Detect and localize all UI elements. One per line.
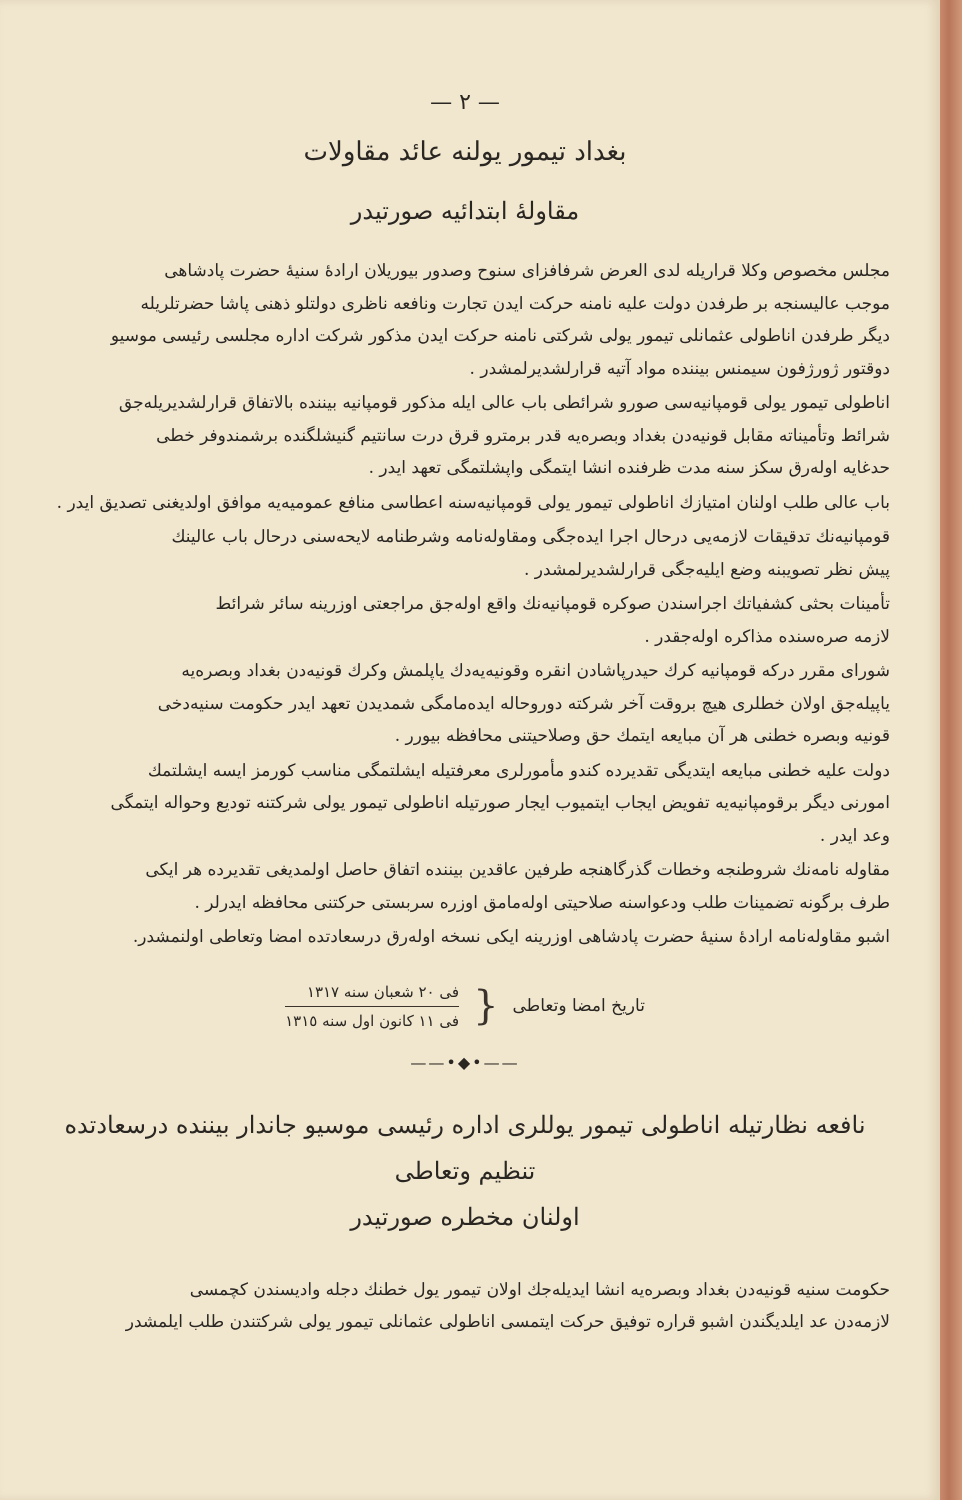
paragraph: [40, 755, 890, 853]
date-line-rumi: فی ١١ کانون اول سنه ١٣١٥: [285, 1011, 460, 1030]
document-content: [40, 90, 890, 1341]
text-line: دوقتور ژورژفون سیمنس بیننده مواد آتیه قرارلشدیرلمشدر .: [469, 358, 890, 379]
text-line: قونیه وبصره خطنی هر آن مبایعه ایتمك حق وصلاحیتنی محافظه بیورر .: [394, 726, 890, 746]
text-line: یاپیله‌جق اولان خطلری هیچ بروقت آخر شرکته دوروحاله ایده‌مامگی شمدیدن تعهد ایدر حکومت سنیه‌دخی: [157, 693, 890, 714]
date-label: تاریخ امضا وتعاطی: [512, 996, 645, 1016]
paragraph: [40, 487, 890, 520]
paragraph: [40, 655, 890, 753]
text-line: امورنی دیگر برقومپانیه‌یه تفویض ایجاب ایتمیوب ایجار صورتیله اناطولی تیمور یولی شرکتنه تودیع وحواله ایتمگی: [110, 793, 890, 813]
text-line: اشبو مقاوله‌نامه ارادهٔ سنیهٔ حضرت پادشاهی اوزرینه ایکی نسخه اوله‌رق درسعادتده امضا وتعاطی اولنمشدر.: [132, 927, 890, 947]
paragraph: [40, 521, 890, 586]
paragraph: [40, 854, 890, 919]
paragraph: [40, 588, 890, 653]
text-line: طرف برگونه تضمینات طلب ودعواسنه صلاحیتی اوله‌مامق اوزره سربستی حرکتنی محافظه ایدرلر .: [194, 892, 890, 913]
ornament-divider: ——•◆•——: [410, 1052, 520, 1072]
text-line: تأمینات بحثی کشفیاتك اجراسندن صوکره قومپانیه‌نك واقع اوله‌جق مراجعتی اوزرینه سائر شرائط: [215, 594, 890, 614]
paragraph: [40, 255, 890, 385]
second-title-line: نافعه نظارتیله اناطولی تیمور یوللری اداره رئیسی موسیو جاندار بیننده درسعادتده تنظیم وتعاطی: [64, 1110, 866, 1185]
document-title: بغداد تیمور یولنه عائد مقاولات: [303, 137, 627, 167]
date-lines: [285, 978, 459, 1035]
date-block: [40, 978, 890, 1035]
text-line: حدغایه اوله‌رق سکز سنه مدت ظرفنده انشا ایتمگی واپشلتمگی تعهد ایدر .: [368, 458, 890, 478]
text-line: دولت علیه خطنی مبایعه ایتدیگی تقدیرده کندو مأمورلری معرفتیله ایشلتمگی مناسب کورمز ایسه ایشلتمك: [147, 760, 890, 781]
page-number: — ٢ —: [430, 90, 500, 115]
text-line: وعد ایدر .: [819, 825, 890, 846]
text-line: شورای مقرر درکه قومپانیه کرك حیدرپاشادن انقره وقونیه‌یه‌دك یاپلمش وکرك قونیه‌دن بغداد وبصره‌یه: [181, 661, 890, 681]
paragraph: [40, 1274, 890, 1339]
text-line: قومپانیه‌نك تدقیقات لازمه‌یی درحال اجرا ایده‌جگی ومقاوله‌نامه وشرطنامه لایحه‌سنی درحال باب عالینك: [171, 527, 890, 547]
section-1-body: [40, 255, 890, 954]
document-subtitle: مقاولهٔ ابتدائیه صورتیدر: [350, 197, 580, 225]
date-line-hijri: فی ٢٠ شعبان سنه ١٣١٧: [285, 978, 459, 1007]
text-line: پیش نظر تصویبنه وضع ایلیه‌جگی قرارلشدیرلمشدر .: [524, 559, 890, 580]
text-line: اناطولی تیمور یولی قومپانیه‌سی صورو شرائطی باب عالی ایله مذکور قومپانیه بیننده بالاتفاق قرارلشدیریله‌جق: [118, 393, 890, 413]
second-title: [40, 1102, 890, 1240]
text-line: موجب عالیسنجه بر طرفدن دولت علیه نامنه حرکت ایدن تجارت ونافعه ناظری دولتلو ذهنی پاشا حضرتلریله: [140, 293, 890, 314]
text-line: حکومت سنیه قونیه‌دن بغداد وبصره‌یه انشا ایدیله‌جك اولان تیمور یول خطنك دجله وادیسندن کچمسی: [189, 1279, 890, 1300]
brace-icon: {: [473, 983, 499, 1029]
text-line: مجلس مخصوص وکلا قراریله لدی العرض شرفافزای سنوح وصدور بیوریلان ارادهٔ سنیهٔ حضرت پادشاهی: [164, 261, 890, 281]
page-edge: [940, 0, 962, 1500]
text-line: باب عالی طلب اولنان امتیازك اناطولی تیمور یولی قومپانیه‌سنه اعطاسی منافع عمومیه‌یه موافق اولدیغنی تصدیق ایدر .: [56, 492, 890, 513]
second-title-line: اولنان مخطره صورتیدر: [350, 1202, 580, 1231]
paragraph: [40, 921, 890, 954]
text-line: شرائط وتأمیناته مقابل قونیه‌دن بغداد وبصره‌یه قدر برمترو قرق درت سانتیم گنیشلگنده برشمندوفر خطی: [156, 425, 890, 446]
text-line: دیگر طرفدن اناطولی عثمانلی تیمور یولی شرکتی نامنه حرکت ایدن مذکور شرکت اداره مجلسی رئیسی موسیو: [110, 326, 890, 346]
text-line: لازمه‌دن عد ایلدیگندن اشبو قراره توفیق حرکت ایتمسی اناطولی عثمانلی تیمور یولی شرکتندن طلب ایلمشدر: [125, 1312, 890, 1332]
paragraph: [40, 387, 890, 485]
text-line: لازمه صره‌سنده مذاکره اوله‌جقدر .: [644, 626, 890, 647]
section-2-body: [40, 1274, 890, 1339]
text-line: مقاوله نامه‌نك شروطنجه وخطات گذرگاهنجه طرفین عاقدین بیننده اتفاق حاصل اولمدیغی تقدیرده هر ایکی: [145, 860, 890, 880]
